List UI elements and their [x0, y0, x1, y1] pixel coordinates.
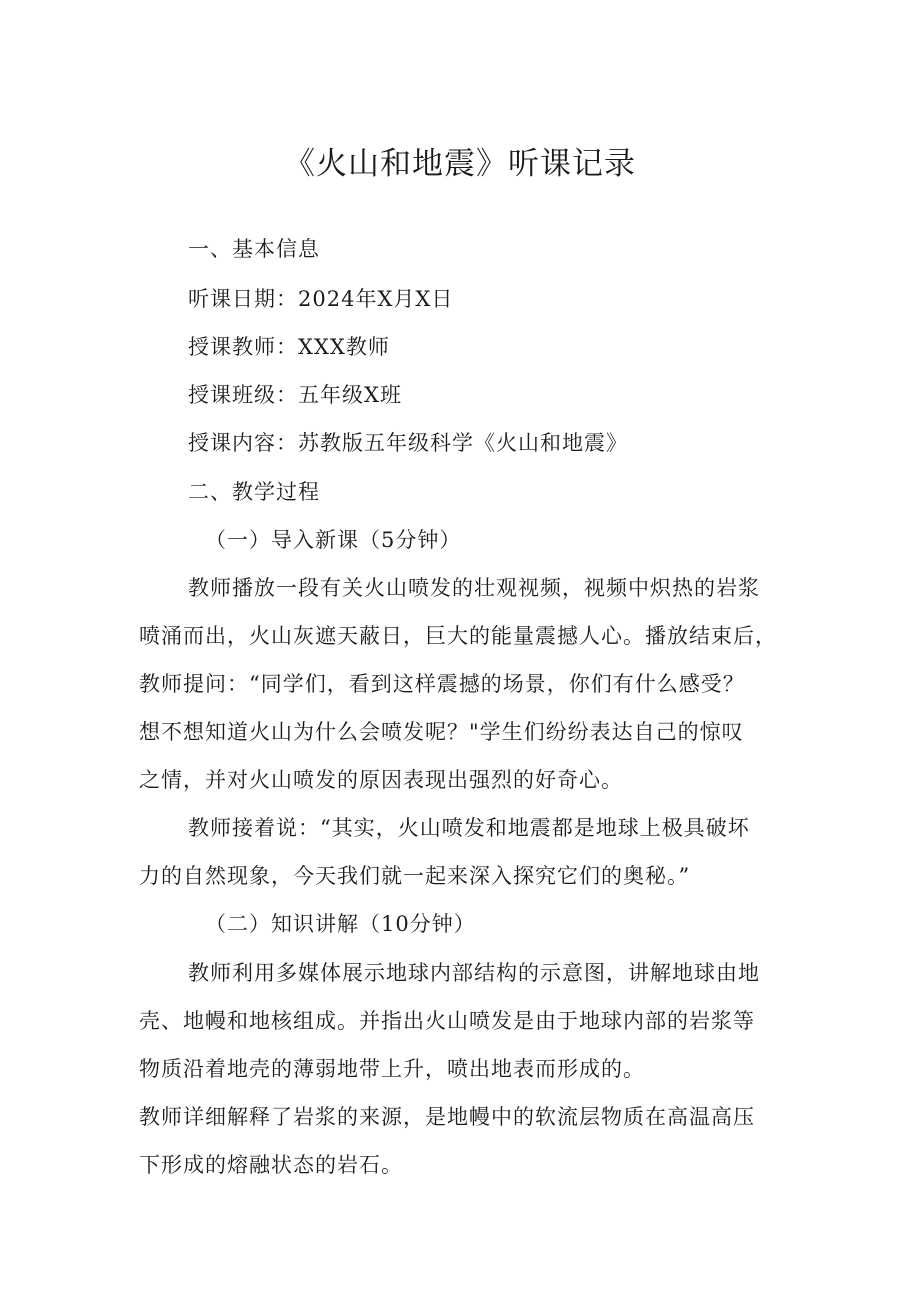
paragraph-line: 力的自然现象，今天我们就一起来深入探究它们的奥秘。”: [139, 864, 691, 888]
lesson-class: 授课班级：五年级X班: [188, 383, 402, 407]
section-heading-teaching-process: 二、教学过程: [188, 480, 320, 504]
paragraph-line: 物质沿着地壳的薄弱地带上升，喷出地表而形成的。: [139, 1057, 645, 1081]
paragraph-line: 之情，并对火山喷发的原因表现出强烈的好奇心。: [139, 768, 623, 792]
paragraph-line: 下形成的熔融状态的岩石。: [139, 1153, 403, 1177]
paragraph-line: 教师接着说：“其实，火山喷发和地震都是地球上极具破坏: [188, 816, 750, 840]
subsection-heading-intro: （一）导入新课（5分钟）: [205, 528, 462, 552]
subsection-heading-knowledge: （二）知识讲解（10分钟）: [205, 912, 476, 936]
paragraph-line: 壳、地幔和地核组成。并指出火山喷发是由于地球内部的岩浆等: [139, 1009, 755, 1033]
paragraph-line: 教师播放一段有关火山喷发的壮观视频，视频中炽热的岩浆: [188, 576, 760, 600]
lesson-date: 听课日期：2024年X月X日: [188, 287, 454, 311]
paragraph-line: 教师详细解释了岩浆的来源，是地幔中的软流层物质在高温高压: [139, 1105, 755, 1129]
section-heading-basic-info: 一、基本信息: [188, 237, 320, 261]
page-title: 《火山和地震》听课记录: [284, 146, 636, 182]
paragraph-line: 教师利用多媒体展示地球内部结构的示意图，讲解地球由地: [188, 961, 760, 985]
lesson-content: 授课内容：苏教版五年级科学《火山和地震》: [188, 431, 628, 455]
lesson-teacher: 授课教师：XXX教师: [188, 335, 390, 359]
paragraph-line: 喷涌而出，火山灰遮天蔽日，巨大的能量震撼人心。播放结束后，: [139, 624, 777, 648]
paragraph-line: 想不想知道火山为什么会喷发呢？"学生们纷纷表达自己的惊叹: [139, 720, 744, 744]
paragraph-line: 教师提问：“同学们，看到这样震撼的场景，你们有什么感受？: [139, 672, 745, 696]
